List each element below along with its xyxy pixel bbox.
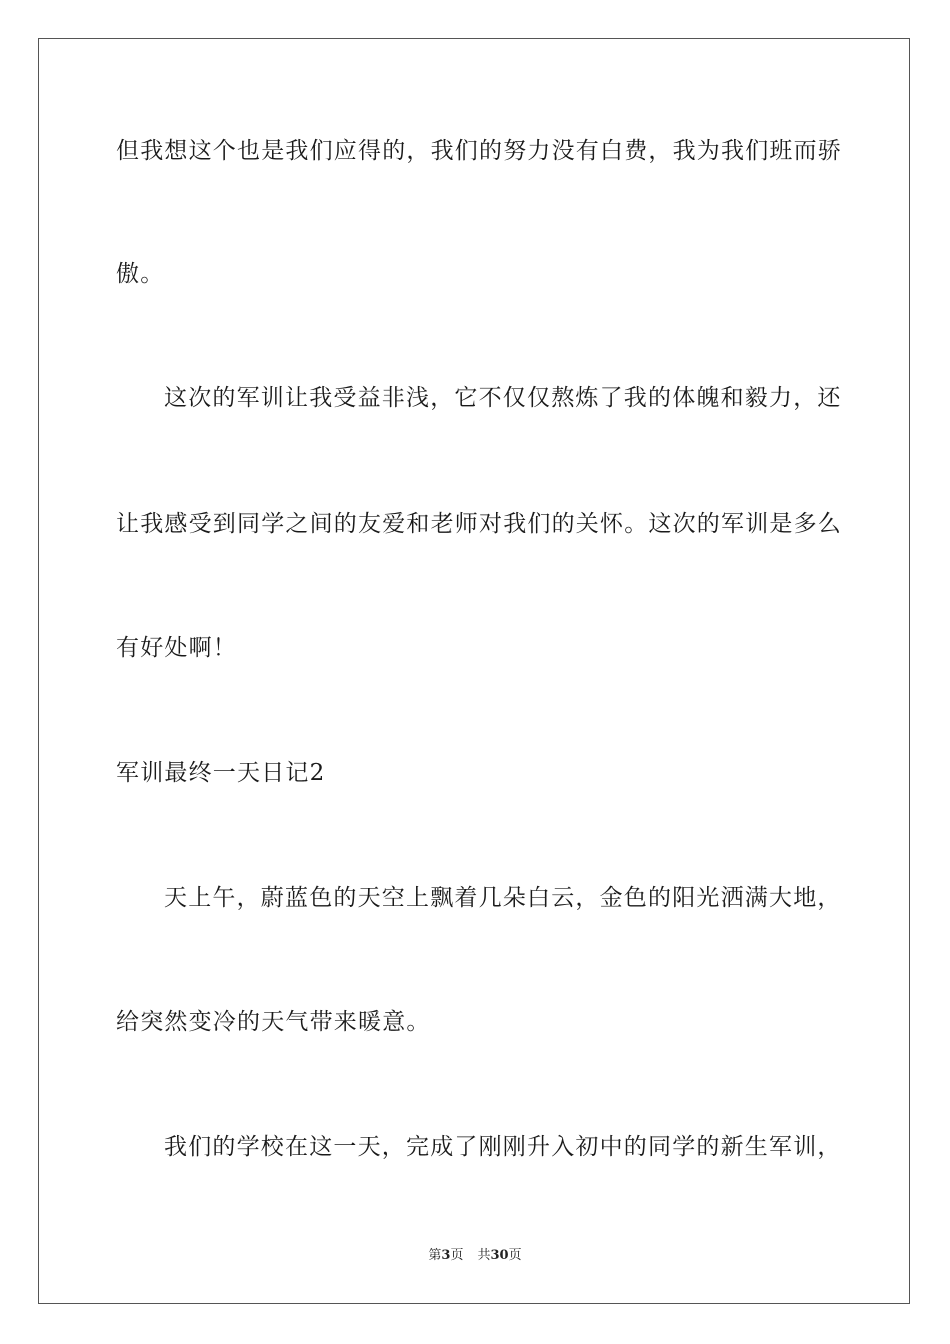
- section-heading: 军训最终一天日记2: [116, 760, 326, 786]
- page-footer: [0, 1247, 950, 1265]
- body-line: 有好处啊！: [116, 635, 237, 661]
- page-suffix: 页: [450, 1248, 464, 1263]
- paragraph-first-line: 这次的军训让我受益非浅，它不仅仅熬炼了我的体魄和毅力，还: [164, 385, 842, 411]
- page-prefix: 第: [428, 1248, 442, 1263]
- body-line: 让我感受到同学之间的友爱和老师对我们的关怀。这次的军训是多么: [116, 511, 842, 537]
- total-page-number: 30: [490, 1248, 509, 1263]
- total-suffix: 页: [508, 1248, 522, 1263]
- body-line: 给突然变冷的天气带来暖意。: [116, 1009, 431, 1035]
- body-line: 但我想这个也是我们应得的，我们的努力没有白费，我为我们班而骄: [116, 138, 842, 164]
- paragraph-first-line: 天上午，蔚蓝色的天空上飘着几朵白云，金色的阳光洒满大地，: [164, 885, 842, 911]
- current-page-number: 3: [441, 1248, 451, 1263]
- total-prefix: 共: [477, 1248, 491, 1263]
- page-border: [38, 38, 910, 1304]
- body-line: 傲。: [116, 261, 165, 287]
- paragraph-first-line: 我们的学校在这一天，完成了刚刚升入初中的同学的新生军训，: [164, 1134, 842, 1160]
